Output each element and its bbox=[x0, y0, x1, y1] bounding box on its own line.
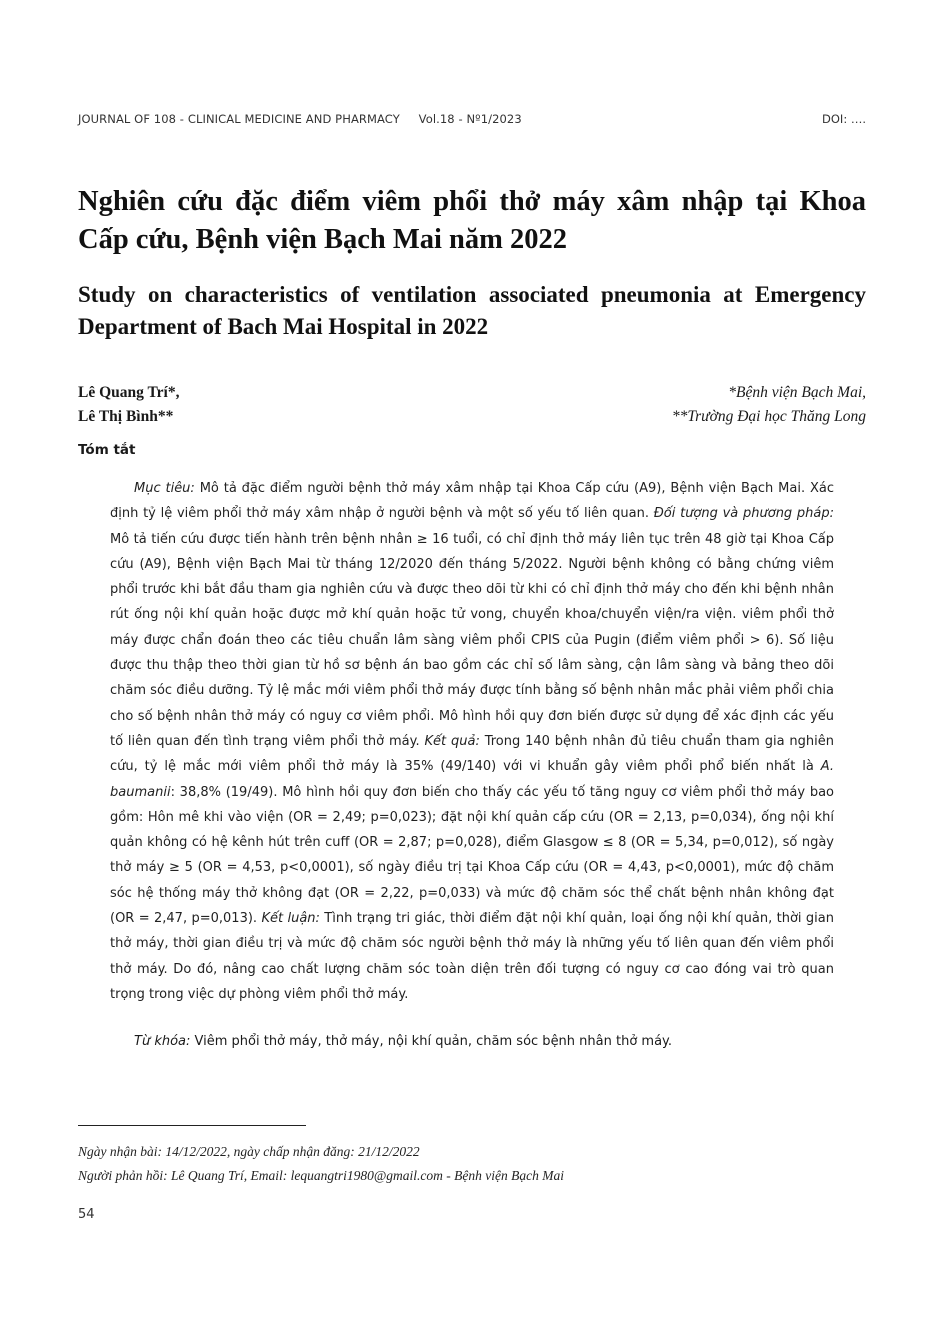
journal-volume: Vol.18 - Nº1/2023 bbox=[418, 112, 522, 126]
journal-header bbox=[78, 112, 522, 126]
results-text-part2: : 38,8% (19/49). Mô hình hồi quy đơn biến cho thấy các yếu tố tăng nguy cơ viêm phổi thở máy bao gồm: Hôn mê khi vào viện (OR = 2,49; p=0,023); đặt nội khí quản cấp cứu (OR = 2,13, p=0,034), ống nội khí quản không có hệ kênh hút trên cuff (OR = 2,87; p=0,028), điểm Glasgow ≤ 8 (OR = 5,34, p=0,012), số ngày thở máy ≥ 5 (OR = 4,53, p<0,0001), số ngày điều trị tại Khoa Cấp cứu (OR = 4,43, p<0,0001), mức độ chăm sóc hệ thống máy thở không đạt (OR = 2,22, p=0,033) và mức độ chăm sóc thể chất bệnh nhân không đạt (OR = 2,47, p=0,013). bbox=[110, 784, 834, 927]
conclusion-text: Tình trạng tri giác, thời điểm đặt nội khí quản, loại ống nội khí quản, thời gian thở máy, thời gian điều trị và mức độ chăm sóc người bệnh thở máy là những yếu tố liên quan đến viêm phổi thở máy. Do đó, nâng cao chất lượng chăm sóc toàn diện trên đối tượng có nguy cơ cao đóng vai trò quan trọng trong việc dự phòng viêm phổi thở máy. bbox=[110, 911, 834, 1002]
journal-name: JOURNAL OF 108 - CLINICAL MEDICINE AND PHARMACY bbox=[78, 112, 400, 126]
author-1: Lê Quang Trí*, bbox=[78, 384, 180, 401]
conclusion-label: Kết luận: bbox=[261, 911, 320, 927]
running-header bbox=[78, 112, 866, 130]
keywords-line bbox=[110, 1029, 834, 1054]
page-number: 54 bbox=[78, 1207, 95, 1222]
keywords-label: Từ khóa: bbox=[134, 1034, 191, 1049]
results-label: Kết quả: bbox=[424, 733, 480, 749]
results-text-part1: Trong 140 bệnh nhân đủ tiêu chuẩn tham gia nghiên cứu, tỷ lệ mắc mới viêm phổi thở máy là 35% (49/140) với vi khuẩn gây viêm phổi phổ biến nhất là bbox=[110, 733, 835, 775]
corresponding-author-note: Người phản hồi: Lê Quang Trí, Email: lequangtri1980@gmail.com - Bệnh viện Bạch Mai bbox=[78, 1168, 564, 1183]
keywords-text: Viêm phổi thở máy, thở máy, nội khí quản, chăm sóc bệnh nhân thở máy. bbox=[190, 1034, 673, 1049]
objective-text: Mô tả đặc điểm người bệnh thở máy xâm nhập tại Khoa Cấp cứu (A9), Bệnh viện Bạch Mai. Xác định tỷ lệ viêm phổi thở máy xâm nhập ở người bệnh và một số yếu tố liên quan. bbox=[110, 481, 834, 522]
objective-label: Mục tiêu: bbox=[134, 481, 195, 496]
affiliation-list bbox=[466, 381, 866, 429]
affiliation-1: *Bệnh viện Bạch Mai, bbox=[728, 384, 866, 401]
author-list bbox=[78, 381, 378, 429]
abstract-heading: Tóm tắt bbox=[78, 442, 136, 458]
article-title-english: Study on characteristics of ventilation associated pneumonia at Emergency Department of Bach Mai Hospital in 2022 bbox=[78, 282, 866, 339]
article-title-vietnamese: Nghiên cứu đặc điểm viêm phổi thở máy xâm nhập tại Khoa Cấp cứu, Bệnh viện Bạch Mai năm 2022 bbox=[78, 186, 866, 255]
abstract-paragraph bbox=[110, 476, 834, 1007]
abstract-body bbox=[110, 476, 834, 1007]
methods-label: Đối tượng và phương pháp: bbox=[653, 506, 835, 522]
results-species: A. baumanii bbox=[110, 759, 834, 800]
doi-label: DOI: …. bbox=[822, 112, 866, 126]
received-date-note: Ngày nhận bài: 14/12/2022, ngày chấp nhận đăng: 21/12/2022 bbox=[78, 1144, 420, 1159]
author-2: Lê Thị Bình** bbox=[78, 408, 174, 425]
methods-text: Mô tả tiến cứu được tiến hành trên bệnh nhân ≥ 16 tuổi, có chỉ định thở máy liên tục trên 48 giờ tại Khoa Cấp cứu (A9), Bệnh viện Bạch Mai từ tháng 12/2020 đến tháng 5/2022. Người bệnh không có bằng chứng viêm phổi trước khi bắt đầu tham gia nghiên cứu và được theo dõi từ khi có chỉ định thở máy cho đến khi bệnh nhân rút ống nội khí quản hoặc được mở khí quản hoặc tử vong, chuyển khoa/chuyển viện/ra viện. viêm phổi thở máy được chẩn đoán theo các tiêu chuẩn lâm sàng viêm phổi CPIS của Pugin (điểm viêm phổi > 6). Số liệu được thu thập theo thời gian từ hồ sơ bệnh án bao gồm các chỉ số lâm sàng, cận lâm sàng và bảng theo dõi chăm sóc điều dưỡng. Tỷ lệ mắc mới viêm phổi thở máy được tính bằng số bệnh nhân mắc phải viêm phổi chia cho số bệnh nhân thở máy có nguy cơ viêm phổi. Mô hình hồi quy đơn biến được sử dụng để xác định các yếu tố liên quan đến tình trạng viêm phổi thở máy. bbox=[110, 531, 834, 749]
footnotes bbox=[78, 1140, 866, 1188]
footnote-divider bbox=[78, 1125, 306, 1126]
affiliation-2: **Trường Đại học Thăng Long bbox=[671, 408, 866, 425]
